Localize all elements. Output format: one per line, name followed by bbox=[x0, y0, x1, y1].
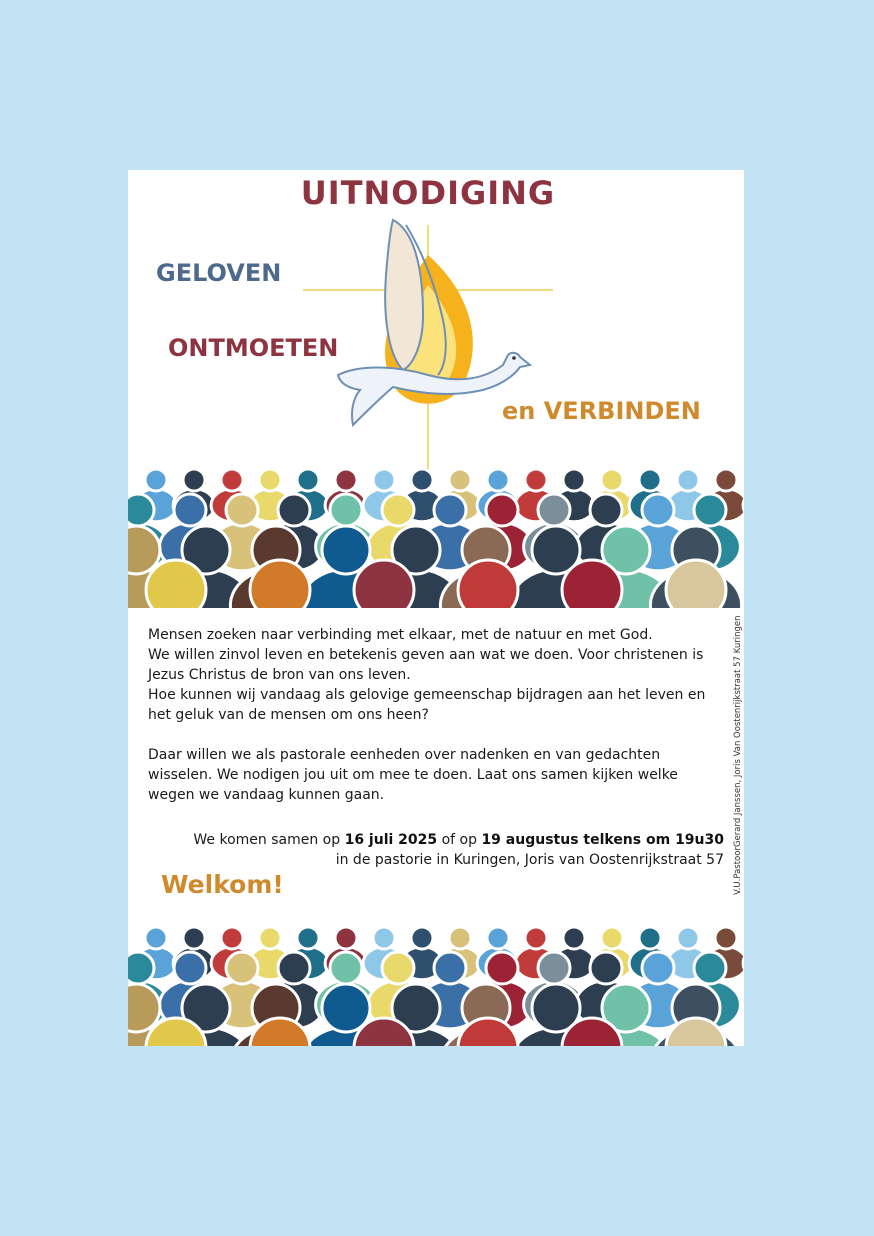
crowd-person-head bbox=[562, 560, 622, 608]
crowd-person-head bbox=[330, 494, 362, 526]
crowd-person-head bbox=[449, 927, 471, 949]
heading-verbinden: en VERBINDEN bbox=[502, 397, 701, 425]
crowd-person-head bbox=[373, 927, 395, 949]
crowd-person-head bbox=[226, 952, 258, 984]
crowd-person-head bbox=[487, 927, 509, 949]
meeting-date-1: 16 juli 2025 bbox=[344, 832, 438, 848]
crowd-person-head bbox=[411, 927, 433, 949]
crowd-person-head bbox=[486, 494, 518, 526]
crowd-person-head bbox=[226, 494, 258, 526]
meeting-info bbox=[164, 830, 724, 870]
crowd-person-head bbox=[715, 469, 737, 491]
crowd-person-head bbox=[183, 927, 205, 949]
crowd-person-head bbox=[145, 469, 167, 491]
crowd-person-head bbox=[297, 927, 319, 949]
crowd-illustration-top bbox=[128, 440, 744, 608]
crowd-person-head bbox=[373, 469, 395, 491]
body-line: Mensen zoeken naar verbinding met elkaar, met de natuur en met God. bbox=[148, 627, 653, 643]
crowd-person-head bbox=[538, 494, 570, 526]
crowd-person-head bbox=[590, 494, 622, 526]
crowd-person-head bbox=[677, 927, 699, 949]
crowd-person-head bbox=[128, 952, 154, 984]
crowd-person-head bbox=[642, 952, 674, 984]
crowd-person-head bbox=[259, 927, 281, 949]
crowd-person-head bbox=[525, 927, 547, 949]
crowd-person-head bbox=[694, 494, 726, 526]
crowd-person-head bbox=[601, 469, 623, 491]
crowd-person-head bbox=[525, 469, 547, 491]
crowd-person-head bbox=[486, 952, 518, 984]
crowd-person-head bbox=[715, 927, 737, 949]
crowd-person-head bbox=[250, 560, 310, 608]
crowd-person-head bbox=[278, 952, 310, 984]
crowd-person-head bbox=[434, 952, 466, 984]
crowd-person-head bbox=[278, 494, 310, 526]
crowd-person-head bbox=[666, 560, 726, 608]
crowd-person-head bbox=[221, 469, 243, 491]
crowd-person-head bbox=[174, 494, 206, 526]
crowd-person-body bbox=[743, 947, 744, 980]
crowd-person-head bbox=[449, 469, 471, 491]
meeting-location: in de pastorie in Kuringen, Joris van Oostenrijkstraat 57 bbox=[335, 852, 724, 868]
crowd-person-head bbox=[590, 952, 622, 984]
crowd-person-head bbox=[639, 469, 661, 491]
crowd-person-head bbox=[487, 469, 509, 491]
crowd-person-head bbox=[382, 494, 414, 526]
crowd-person-head bbox=[128, 494, 154, 526]
crowd-person-head bbox=[174, 952, 206, 984]
crowd-person-head bbox=[382, 952, 414, 984]
meeting-date-2: 19 augustus telkens om 19u30 bbox=[481, 832, 724, 848]
crowd-person-head bbox=[297, 469, 319, 491]
crowd-person-head bbox=[354, 560, 414, 608]
body-line: We willen zinvol leven en betekenis geven aan wat we doen. Voor christenen is Jezus Christus de bron van ons leven. bbox=[148, 647, 704, 683]
crowd-person-head bbox=[563, 927, 585, 949]
crowd-person-head bbox=[694, 952, 726, 984]
heading-ontmoeten: ONTMOETEN bbox=[168, 334, 339, 362]
welcome-text: Welkom! bbox=[161, 870, 284, 899]
crowd-person-body bbox=[743, 489, 744, 522]
crowd-person-head bbox=[538, 952, 570, 984]
crowd-person-head bbox=[221, 927, 243, 949]
crowd-person-head bbox=[145, 927, 167, 949]
crowd-person-head bbox=[458, 560, 518, 608]
crowd-person-head bbox=[434, 494, 466, 526]
meeting-date-line: We komen samen op 16 juli 2025 of op 19 augustus telkens om 19u30 bbox=[193, 832, 724, 848]
flyer bbox=[128, 170, 744, 1046]
crowd-person-head bbox=[330, 952, 362, 984]
crowd-person-head bbox=[335, 927, 357, 949]
crowd-person-head bbox=[183, 469, 205, 491]
publisher-note: V.U.PastoorGerard Janssen, Joris Van Oostenrijkstraat 57 Kuringen bbox=[733, 615, 743, 895]
body-text bbox=[148, 625, 708, 805]
body-line: Daar willen we als pastorale eenheden over nadenken en van gedachten wisselen. We nodigen jou uit om mee te doen. Laat ons samen kijken welke wegen we vandaag kunnen gaan. bbox=[148, 747, 678, 803]
crowd-person-head bbox=[335, 469, 357, 491]
crowd-person-head bbox=[411, 469, 433, 491]
crowd-person-head bbox=[639, 927, 661, 949]
body-line: Hoe kunnen wij vandaag als gelovige gemeenschap bijdragen aan het leven en het geluk van de mensen om ons heen? bbox=[148, 687, 706, 723]
crowd-illustration-bottom bbox=[128, 898, 744, 1046]
crowd-person-head bbox=[601, 927, 623, 949]
heading-geloven: GELOVEN bbox=[156, 259, 282, 287]
crowd-person-head bbox=[259, 469, 281, 491]
crowd-person-head bbox=[146, 560, 206, 608]
page-title: UITNODIGING bbox=[300, 174, 556, 212]
crowd-person-head bbox=[677, 469, 699, 491]
crowd-person-head bbox=[642, 494, 674, 526]
crowd-person-head bbox=[563, 469, 585, 491]
